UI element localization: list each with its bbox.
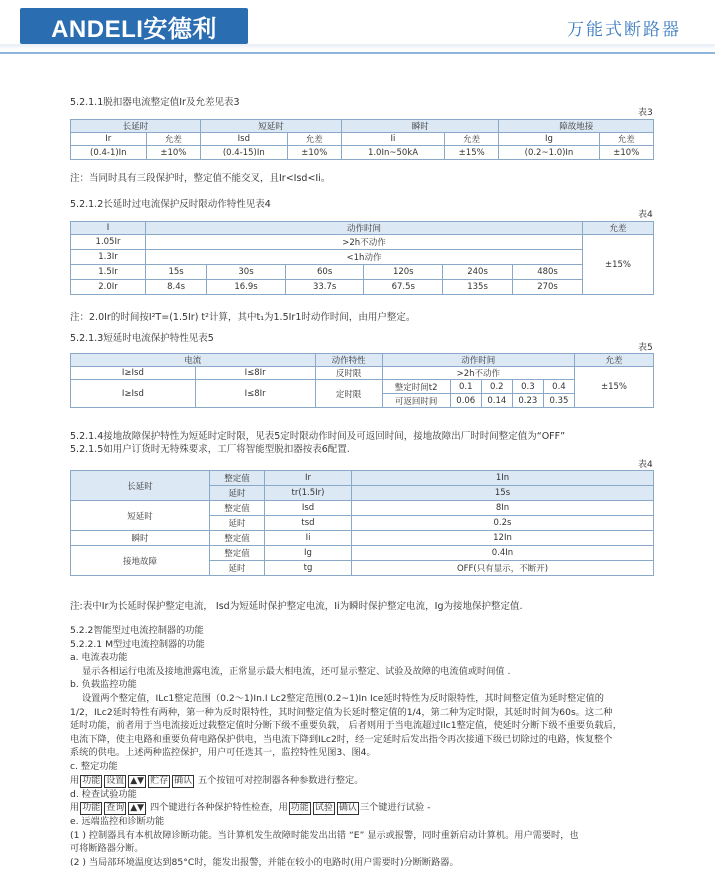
table-cell: 8In — [352, 501, 654, 516]
table-cell: 480s — [513, 265, 583, 280]
text: 用 — [70, 774, 80, 786]
table-6 — [70, 470, 654, 576]
table-cell: I≥Isd — [71, 380, 196, 408]
column-header: 允差 — [575, 354, 654, 367]
table-cell: 135s — [443, 280, 513, 295]
key-store: 贮存 — [150, 775, 169, 786]
table-cell: 0.14 — [481, 394, 512, 408]
table-cell: Ii — [265, 531, 352, 546]
page-header — [0, 0, 715, 62]
row-group: 短延时 — [71, 501, 210, 531]
row-label: 可返回时间 — [382, 394, 450, 408]
table-cell: 0.1 — [450, 380, 481, 394]
subheader: 允差 — [444, 133, 498, 146]
brand-logo — [20, 8, 248, 44]
paragraph — [70, 774, 660, 788]
table-cell: (0.2~1.0)In — [499, 146, 599, 160]
table-cell: 整定值 — [210, 546, 265, 561]
paragraph: (1 ) 控制器具有本机故障诊断功能。当计算机发生故障时能发出出错 “E” 显示或报警，同时重新启动计算机。用户需要时，也 — [70, 829, 579, 841]
header-divider — [0, 52, 715, 54]
table-cell: 15s — [146, 265, 207, 280]
column-header: 动作特性 — [315, 354, 382, 367]
current-cell: 1.5Ir — [71, 265, 146, 280]
tolerance-cell: ±15% — [575, 367, 654, 408]
table-cell: 0.3 — [512, 380, 543, 394]
table-label: 表4 — [638, 460, 653, 470]
table-cell: 整定值 — [210, 501, 265, 516]
table-cell: >2h不动作 — [382, 367, 574, 380]
table-cell: 67.5s — [364, 280, 443, 295]
table-cell: 1.0In~50kA — [342, 146, 445, 160]
table-cell: 16.9s — [207, 280, 286, 295]
text: 三个键进行试验 - — [359, 802, 431, 814]
subheader: Isd — [201, 133, 288, 146]
current-cell: 2.0Ir — [71, 280, 146, 295]
table-cell: 30s — [207, 265, 286, 280]
subheader: 允差 — [146, 133, 200, 146]
table-cell: 240s — [443, 265, 513, 280]
paragraph — [70, 801, 660, 815]
table-cell: 延时 — [210, 561, 265, 576]
functions-section — [70, 624, 660, 870]
paragraph: 显示各相运行电流及接地泄露电流，正常显示最大相电流，还可显示整定、试验及故障的电流值或时间值 . — [82, 665, 511, 677]
table-cell: (0.4-1)In — [71, 146, 147, 160]
text: 四个键进行各种保护特性检查，用 — [149, 802, 288, 814]
table-cell: Isd — [265, 501, 352, 516]
group-header: 障故地接 — [499, 120, 654, 133]
group-header: 长延时 — [71, 120, 201, 133]
item-heading: b. 负载监控功能 — [70, 679, 137, 691]
section-heading: 5.2.2智能型过电流控制器的功能 — [70, 625, 204, 636]
row-group: 瞬时 — [71, 531, 210, 546]
item-heading: c. 整定功能 — [70, 760, 118, 772]
column-header: 电流 — [71, 354, 316, 367]
paragraph: 设置两个整定值，ILc1整定范围（0.2～1)In.I Lc2整定范围(0.2~1)In Ice延时特性为反时限特性，其时间整定值为延时整定值的 — [82, 692, 604, 704]
table-cell: ±10% — [146, 146, 200, 160]
paragraph: 1/2，ILc2延时特性有两种，第一种为反时限特性，其时间整定值为长延时整定值的1/4，第二种为定时限，其延时时间为60s。这二种 — [70, 706, 613, 718]
key-confirm: 确认 — [174, 775, 193, 786]
table-cell: 60s — [285, 265, 364, 280]
item-heading: a. 电流表功能 — [70, 652, 128, 664]
section-text: 5.2.1.4接地故障保护特性为短延时定时限，见表5定时限动作时间及可返回时间，接地故障出厂时时间整定值为“OFF” — [70, 431, 566, 442]
table-cell: 12In — [352, 531, 654, 546]
column-header: tr(1.5Ir) — [265, 486, 352, 501]
current-cell: 1.3Ir — [71, 250, 146, 265]
column-header: 允差 — [583, 222, 654, 235]
column-header: 整定值 — [210, 471, 265, 486]
table-label: 表3 — [638, 108, 653, 118]
key-function: 功能 — [82, 803, 101, 814]
table-cell: 整定值 — [210, 531, 265, 546]
table-cell: I≥Isd — [71, 367, 196, 380]
table-label: 表4 — [638, 210, 653, 220]
key-test: 试验 — [314, 803, 333, 814]
table-note: 注:表中Ir为长延时保护整定电流， Isd为短延时保护整定电流，Ii为瞬时保护整定电流，Ig为接地保护整定值. — [70, 601, 523, 612]
table-cell: 33.7s — [285, 280, 364, 295]
table-cell: 0.4In — [352, 546, 654, 561]
table-cell: ±10% — [599, 146, 653, 160]
table-cell: 0.35 — [543, 394, 574, 408]
key-updown: ▲▼ — [130, 775, 145, 786]
table-cell: 0.4 — [543, 380, 574, 394]
column-header: 动作时间 — [382, 354, 574, 367]
section-heading: 5.2.1.3短延时电流保护特性见表5 — [70, 333, 214, 344]
table-cell: ±15% — [444, 146, 498, 160]
item-heading: e. 远端监控和诊断功能 — [70, 816, 165, 828]
column-header: 延时 — [210, 486, 265, 501]
table-cell: I≤8Ir — [195, 380, 315, 408]
table-cell: 定时限 — [315, 380, 382, 408]
paragraph: (2 ) 当局部环境温度达到85°C时，能发出报警，并能在较小的电路时(用户需要时)分断断路器。 — [70, 856, 459, 868]
table-cell: OFF(只有显示，不断开) — [352, 561, 654, 576]
text: 五个按钮可对控制器各种参数进行整定。 — [198, 774, 364, 786]
column-header: Ir — [265, 471, 352, 486]
table-cell: ±10% — [287, 146, 341, 160]
table-cell: <1h动作 — [146, 250, 583, 265]
column-header: 15s — [352, 486, 654, 501]
table-cell: I≤8Ir — [195, 367, 315, 380]
subheader: Ir — [71, 133, 147, 146]
table-3 — [70, 119, 654, 160]
paragraph: 电流下降，使主电路和重要负荷电路保护供电，当电流下降到ILc2时，经一定延时后发出指令再次接通下级已切除过的电路，恢复整个 — [70, 733, 613, 745]
current-cell: 1.05Ir — [71, 235, 146, 250]
section-heading: 5.2.1.2长延时过电流保护反时限动作特性见表4 — [70, 199, 271, 210]
paragraph: 延时功能，前者用于当电流接近过载整定值时分断下级不重要负载， 后者则用于当电流超过Ilc1整定值，使延时分断下级不重要负载后， — [70, 720, 622, 732]
column-header: 动作时间 — [146, 222, 583, 235]
section-text: 5.2.1.5如用户订货时无特殊要求，工厂将智能型脱扣器按表6配置. — [70, 444, 350, 455]
row-group: 接地故障 — [71, 546, 210, 576]
table-4 — [70, 221, 654, 295]
table-label: 表5 — [638, 343, 653, 353]
section-heading: 5.2.2.1 M型过电流控制器的功能 — [70, 638, 205, 650]
table-cell: 0.2 — [481, 380, 512, 394]
column-header: 1In — [352, 471, 654, 486]
subheader: Ii — [342, 133, 445, 146]
group-header: 短延时 — [201, 120, 342, 133]
key-function: 功能 — [82, 775, 101, 786]
table-cell: (0.4-15)In — [201, 146, 288, 160]
table-note: 注：当同时具有三段保护时，整定值不能交叉，且Ir<Isd<Ii。 — [70, 173, 331, 184]
table-cell: 反时限 — [315, 367, 382, 380]
table-cell: >2h不动作 — [146, 235, 583, 250]
column-header: I — [71, 222, 146, 235]
paragraph: 系统的供电。上述两种监控保护，用户可任选其一，监控特性见图3、图4。 — [70, 747, 376, 759]
table-cell: tg — [265, 561, 352, 576]
page-title: 万能式断路器 — [567, 20, 681, 40]
table-cell: Ig — [265, 546, 352, 561]
tolerance-cell: ±15% — [583, 235, 654, 295]
table-cell: 270s — [513, 280, 583, 295]
paragraph: 可将断路器分断。 — [70, 843, 144, 855]
key-function: 功能 — [290, 803, 309, 814]
key-set: 设置 — [106, 775, 125, 786]
table-note: 注：2.0Ir的时间按I²T=(1.5Ir) t²计算，其中t₁为1.5Ir1时动作时间，由用户整定。 — [70, 312, 416, 323]
table-cell: tsd — [265, 516, 352, 531]
group-header: 瞬时 — [342, 120, 499, 133]
header-stripe — [0, 44, 715, 50]
table-cell: 0.06 — [450, 394, 481, 408]
section-heading: 5.2.1.1脱扣器电流整定值Ir及允差见表3 — [70, 97, 240, 108]
key-updown: ▲▼ — [130, 803, 145, 814]
table-cell: 8.4s — [146, 280, 207, 295]
subheader: Ig — [499, 133, 599, 146]
table-5 — [70, 353, 654, 408]
subheader: 允差 — [287, 133, 341, 146]
key-confirm: 确认 — [338, 803, 357, 814]
subheader: 允差 — [599, 133, 653, 146]
text: 用 — [70, 802, 80, 814]
logo-text: ANDELI安德利 — [51, 15, 217, 43]
item-heading: d. 检查试验功能 — [70, 788, 137, 800]
table-cell: 0.2s — [352, 516, 654, 531]
table-cell: 延时 — [210, 516, 265, 531]
table-cell: 0.23 — [512, 394, 543, 408]
key-query: 查询 — [106, 803, 125, 814]
row-group: 长延时 — [71, 471, 210, 501]
table-cell: 120s — [364, 265, 443, 280]
row-label: 整定时间t2 — [382, 380, 450, 394]
